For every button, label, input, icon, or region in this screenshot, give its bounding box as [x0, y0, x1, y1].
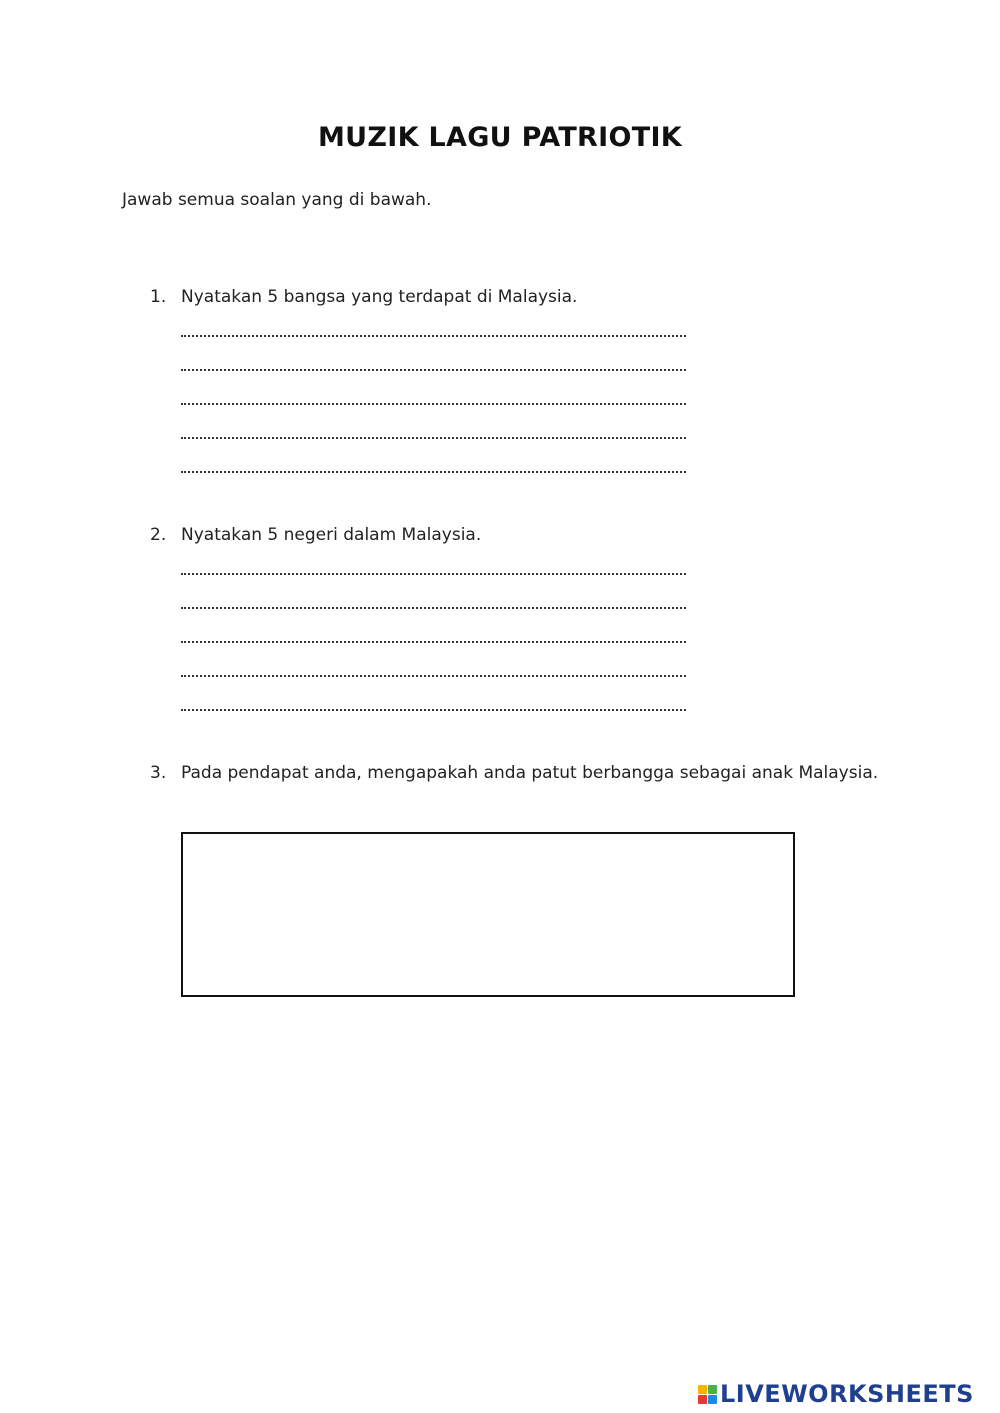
question-text: Pada pendapat anda, mengapakah anda patut berbangga sebagai anak Malaysia. [181, 763, 879, 783]
answer-line-1-4[interactable] [181, 437, 686, 439]
question-1 [150, 280, 890, 314]
answer-line-1-2[interactable] [181, 369, 686, 371]
logo-square-i [708, 1385, 717, 1394]
question-number: 1. [150, 287, 167, 307]
question-number: 2. [150, 525, 167, 545]
question-number: 3. [150, 763, 167, 783]
question-text: Nyatakan 5 negeri dalam Malaysia. [181, 525, 482, 545]
instruction-text: Jawab semua soalan yang di bawah. [122, 190, 432, 210]
question-3 [150, 756, 890, 790]
answer-line-2-1[interactable] [181, 573, 686, 575]
answer-line-1-3[interactable] [181, 403, 686, 405]
answer-line-1-5[interactable] [181, 471, 686, 473]
liveworksheets-brand [698, 1380, 974, 1408]
answer-line-2-4[interactable] [181, 675, 686, 677]
question-text: Nyatakan 5 bangsa yang terdapat di Malaysia. [181, 287, 578, 307]
answer-line-2-2[interactable] [181, 607, 686, 609]
question-2 [150, 518, 890, 552]
page-title: MUZIK LAGU PATRIOTIK [317, 122, 683, 153]
logo-square-v [698, 1395, 707, 1404]
answer-line-2-3[interactable] [181, 641, 686, 643]
brand-name: LIVEWORKSHEETS [720, 1380, 974, 1408]
answer-line-2-5[interactable] [181, 709, 686, 711]
logo-square-l [698, 1385, 707, 1394]
answer-box-3[interactable] [181, 832, 795, 997]
liveworksheets-logo-icon [698, 1385, 717, 1404]
logo-square-e [708, 1395, 717, 1404]
answer-line-1-1[interactable] [181, 335, 686, 337]
